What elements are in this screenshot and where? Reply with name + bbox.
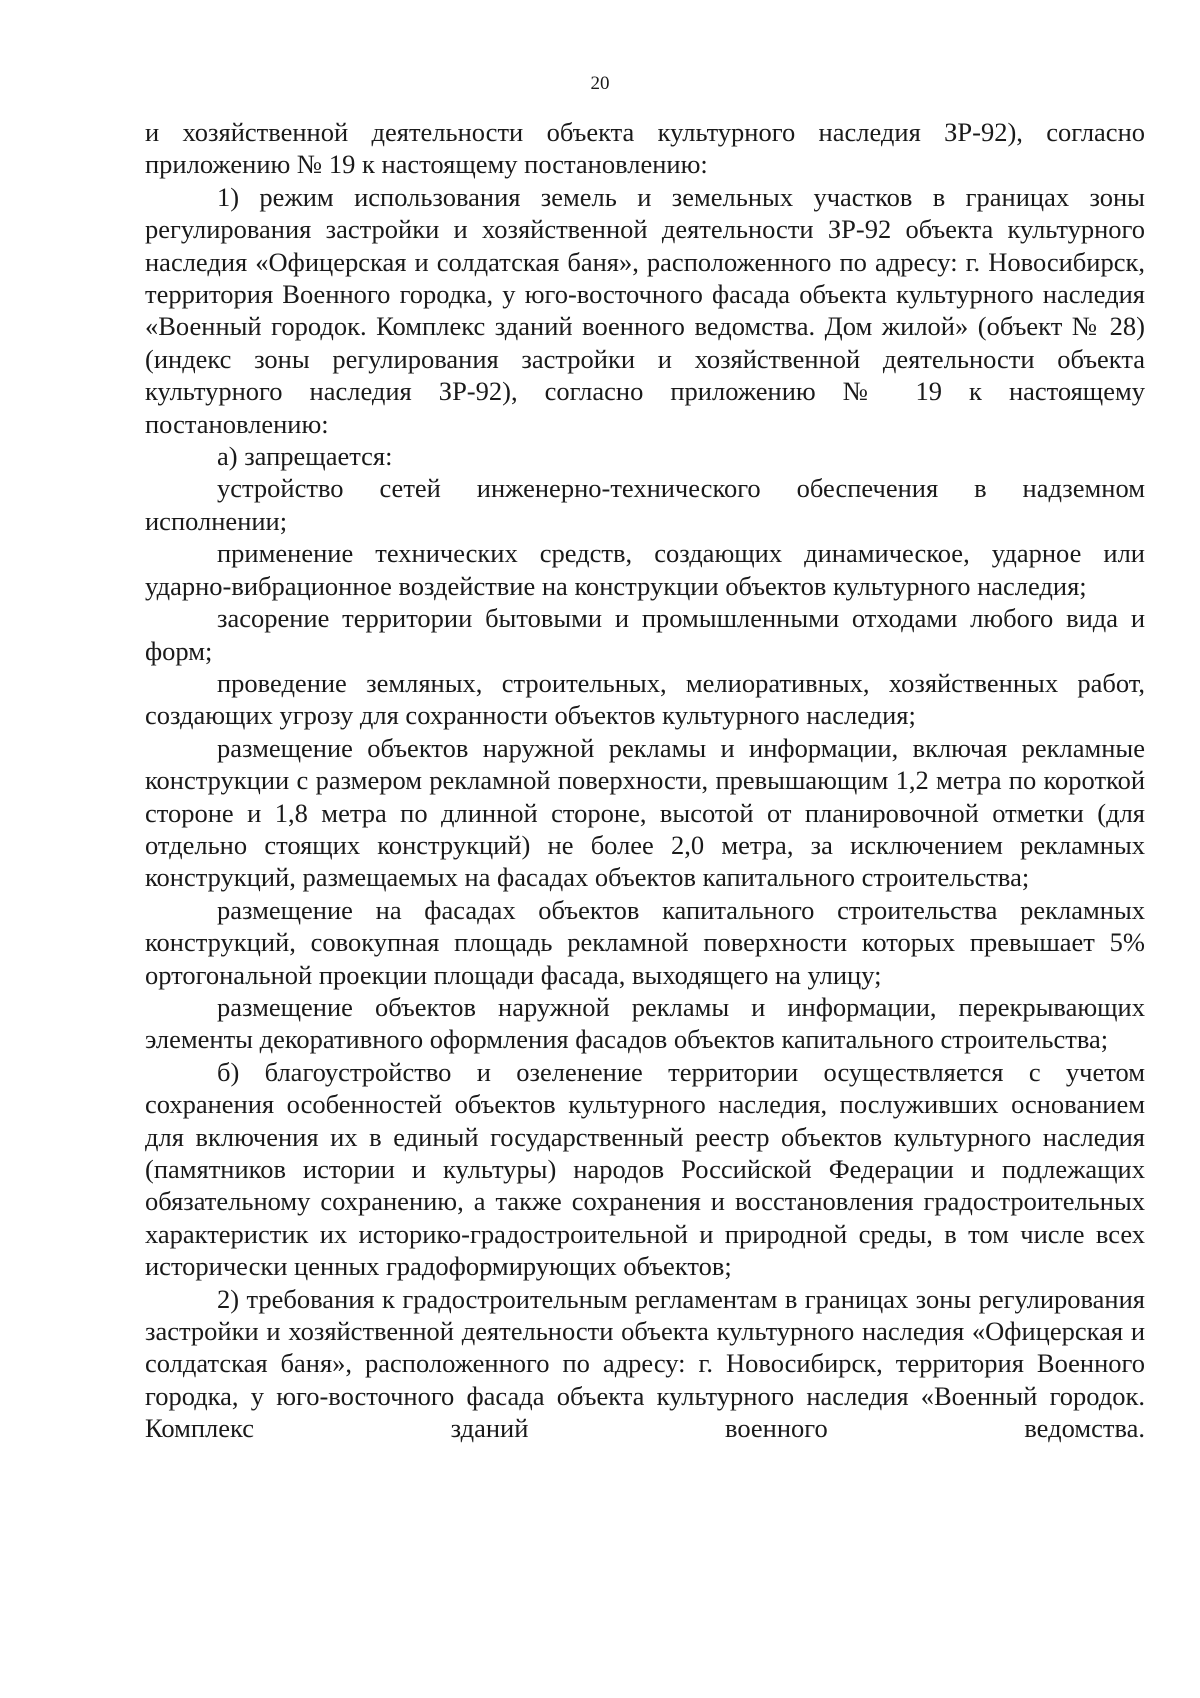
paragraph-prohibition-technical-means: применение технических средств, создающих динамическое, ударное или ударно-вибрационное воздействие на конструкции объектов культурного наследия; xyxy=(145,538,1145,601)
paragraph-item-2: 2) требования к градостроительным регламентам в границах зоны регулирования застройки и хозяйственной деятельности объекта культурного наследия «Офицерская и солдатская баня», расположенного по адресу: г. Новосибирск, территория Военного городка, у юго-восточного фасада объекта культурного наследия «Военный городок. Комплекс зданий военного ведомства. xyxy=(145,1283,1145,1444)
paragraph-prohibition-overlapping-advertising: размещение объектов наружной рекламы и информации, перекрывающих элементы декоративного оформления фасадов объектов капитального строительства; xyxy=(145,991,1145,1055)
paragraph-prohibition-networks: устройство сетей инженерно-технического обеспечения в надземном исполнении; xyxy=(145,473,1145,536)
document-body xyxy=(145,116,1145,1445)
page-number: 20 xyxy=(590,73,610,94)
paragraph-subitem-b: б) благоустройство и озеленение территории осуществляется с учетом сохранения особенностей объектов культурного наследия, послуживших основанием для включения их в единый государственный реестр объектов культурного наследия (памятников истории и культуры) народов Российской Федерации и подлежащих обязательному сохранению, а также сохранения и восстановления градостроительных характеристик их историко-градостроительной и природной среды, в том числе всех исторически ценных градоформирующих объектов; xyxy=(145,1056,1145,1282)
paragraph-continuation: и хозяйственной деятельности объекта культурного наследия ЗР-92), согласно приложению № 19 к настоящему постановлению: xyxy=(145,117,1145,180)
paragraph-prohibition-advertising: размещение объектов наружной рекламы и информации, включая рекламные конструкции с размером рекламной поверхности, превышающим 1,2 метра по короткой стороне и 1,8 метра по длинной стороне, высотой от планировочной отметки (для отдельно стоящих конструкций) не более 2,0 метра, за исключением рекламных конструкций, размещаемых на фасадах объектов капитального строительства; xyxy=(145,732,1145,893)
paragraph-item-1: 1) режим использования земель и земельных участков в границах зоны регулирования застройки и хозяйственной деятельности ЗР-92 объекта культурного наследия «Офицерская и солдатская баня», расположенного по адресу: г. Новосибирск, территория Военного городка, у юго-восточного фасада объекта культурного наследия «Военный городок. Комплекс зданий военного ведомства. Дом жилой» (объект № 28) (индекс зоны регулирования застройки и хозяйственной деятельности объекта культурного наследия ЗР-92), согласно приложению № 19 к настоящему постановлению: xyxy=(145,181,1145,439)
paragraph-prohibition-works: проведение земляных, строительных, мелиоративных, хозяйственных работ, создающих угрозу для сохранности объектов культурного наследия; xyxy=(145,667,1145,731)
paragraph-prohibition-facade-advertising: размещение на фасадах объектов капитального строительства рекламных конструкций, совокупная площадь рекламной поверхности которых превышает 5% ортогональной проекции площади фасада, выходящего на улицу; xyxy=(145,894,1145,990)
paragraph-subitem-a: а) запрещается: xyxy=(217,441,393,472)
paragraph-prohibition-waste: засорение территории бытовыми и промышленными отходами любого вида и форм; xyxy=(145,603,1145,666)
